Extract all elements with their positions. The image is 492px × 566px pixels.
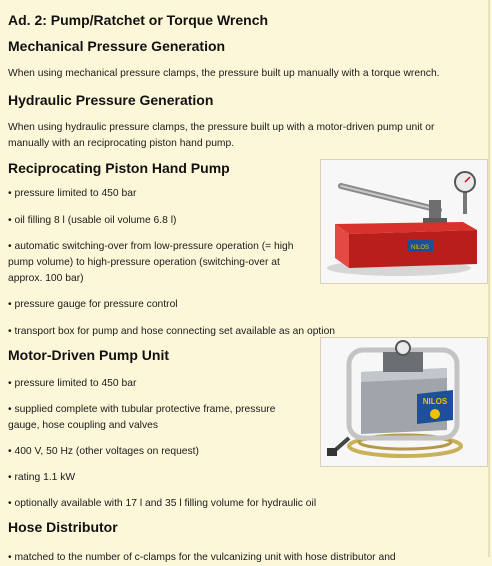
hand-pump-image [320, 159, 488, 284]
heading-hose-distributor: Hose Distributor [8, 519, 118, 535]
hand-pump-illustration [321, 160, 487, 283]
hose-bullet-1: • matched to the number of c-clamps for the vulcanizing unit with hose distributor and [8, 550, 396, 566]
hydraulic-text-line-1: When using hydraulic pressure clamps, the pressure built up with a motor-driven pump unit or [8, 122, 435, 133]
motor-pump-illustration [321, 338, 487, 466]
motor-bullet-4: • rating 1.1 kW [8, 470, 75, 486]
motor-bullet-1: • pressure limited to 450 bar [8, 376, 136, 392]
pump-box-label: NILOS [410, 245, 430, 251]
hand-pump-bullet-3-line-1: • automatic switching-over from low-pressure operation (= high [8, 239, 293, 255]
motor-bullet-2-line-2: gauge, hose coupling and valves [8, 420, 158, 431]
heading-hydraulic: Hydraulic Pressure Generation [8, 92, 214, 108]
hand-pump-bullet-4: • pressure gauge for pressure control [8, 297, 178, 313]
hydraulic-text-line-2: manually with an reciprocating piston hand pump. [8, 138, 235, 149]
heading-hand-pump: Reciprocating Piston Hand Pump [8, 160, 230, 176]
hand-pump-bullet-3-line-2: pump volume) to high-pressure operation (switching-over at [8, 257, 280, 268]
motor-bullet-3: • 400 V, 50 Hz (other voltages on request) [8, 444, 199, 460]
motor-pump-image [320, 337, 488, 467]
motor-bullet-2-line-1: • supplied complete with tubular protective frame, pressure [8, 402, 275, 418]
motor-unit-label: NILOS [422, 397, 448, 406]
heading-motor-pump: Motor-Driven Pump Unit [8, 347, 169, 363]
hand-pump-bullet-1: • pressure limited to 450 bar [8, 186, 136, 202]
motor-bullet-5: • optionally available with 17 l and 35 l filling volume for hydraulic oil [8, 496, 316, 512]
hand-pump-bullet-5: • transport box for pump and hose connecting set available as an option [8, 324, 335, 340]
heading-mechanical: Mechanical Pressure Generation [8, 38, 226, 54]
hand-pump-bullet-3-line-3: approx. 100 bar) [8, 273, 84, 284]
page-title: Ad. 2: Pump/Ratchet or Torque Wrench [8, 12, 269, 28]
mechanical-text: When using mechanical pressure clamps, the pressure built up manually with a torque wrench. [8, 68, 440, 79]
hand-pump-bullet-2: • oil filling 8 l (usable oil volume 6.8 l) [8, 213, 176, 229]
